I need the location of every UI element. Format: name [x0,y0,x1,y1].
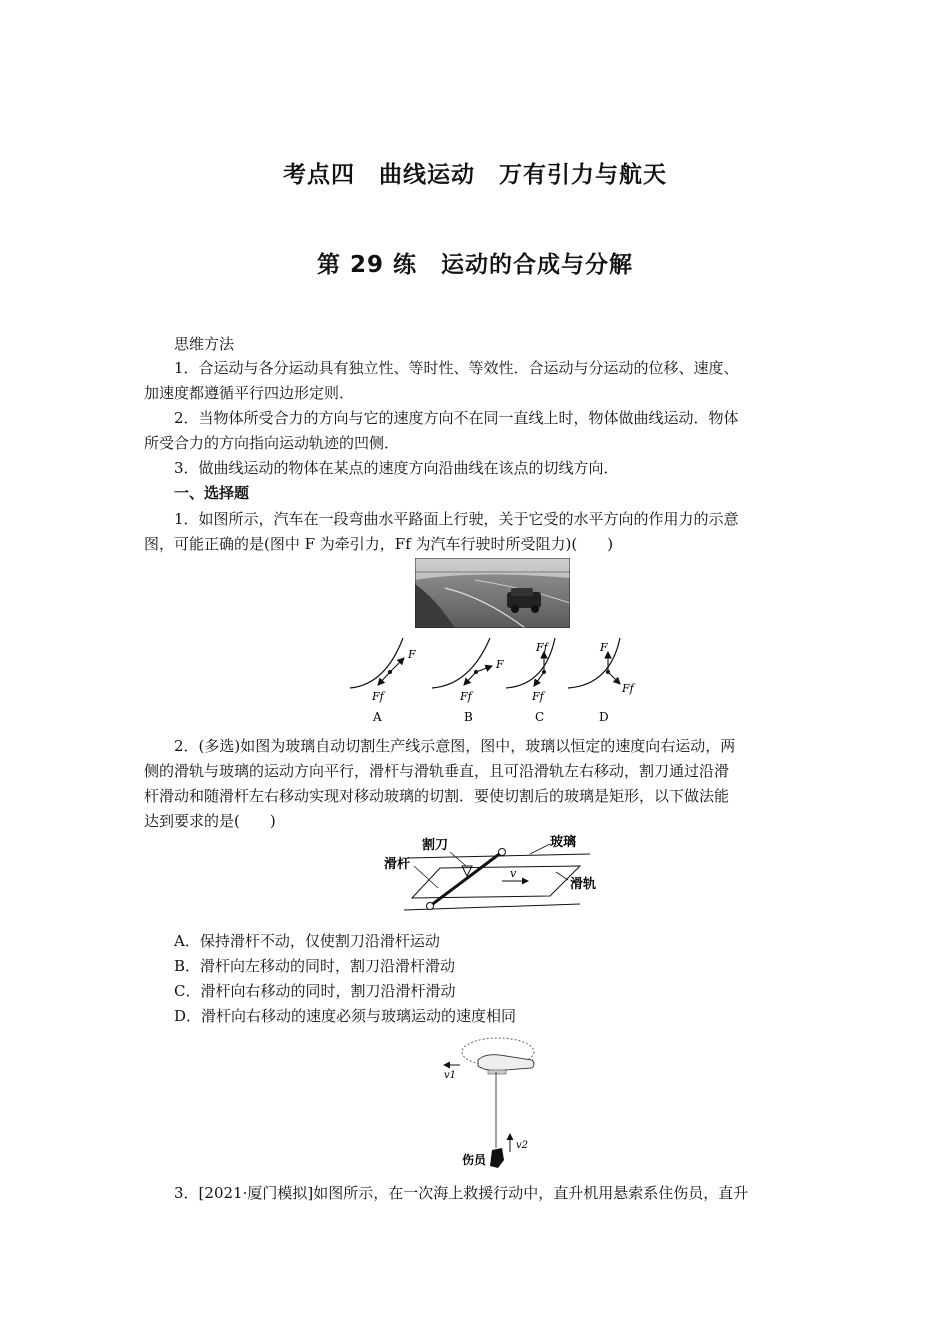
q2-option-c: C．滑杆向右移动的同时，割刀沿滑杆滑动 [174,982,456,1000]
method-1-line-1: 1．合运动与各分运动具有独立性、等时性、等效性．合运动与分运动的位移、速度、 [174,359,739,377]
method-2-line-1: 2．当物体所受合力的方向与它的速度方向不在同一直线上时，物体做曲线运动．物体 [174,409,739,427]
q2-line-4: 达到要求的是( ) [144,812,276,830]
force-label-b: F [496,658,504,671]
q2-line-3: 杆滑动和随滑杆左右移动实现对移动玻璃的切割．要使切割后的玻璃是矩形，以下做法能 [144,787,730,805]
velocity-label: v [510,867,517,880]
rail-label: 滑轨 [570,877,597,892]
force-label-d: F [600,641,608,654]
q1-line-1: 1．如图所示，汽车在一段弯曲水平路面上行驶，关于它受的水平方向的作用力的示意 [174,510,739,528]
option-b-diagram [432,638,504,724]
q2-line-2: 侧的滑轨与玻璃的运动方向平行，滑杆与滑轨垂直，且可沿滑轨左右移动，割刀通过沿滑 [144,762,730,780]
friction-label-b: Ff [460,690,472,703]
q1-line-2: 图，可能正确的是(图中 F 为牵引力，Ff 为汽车行驶时所受阻力)( ) [144,535,614,553]
option-a-diagram [350,638,416,724]
force-label-c: Ff [536,641,548,654]
cutter-label: 割刀 [422,838,449,853]
q2-option-a: A．保持滑杆不动，仅使割刀沿滑杆运动 [174,932,440,950]
option-c-label: C [535,710,545,724]
method-1-line-2: 加速度都遵循平行四边形定则． [144,384,355,402]
injured-label: 伤员 [462,1153,487,1167]
v2-label: v2 [516,1140,529,1151]
friction-label-c: Ff [532,690,544,703]
v1-label: v1 [444,1070,457,1081]
lesson-title: 第 29 练 运动的合成与分解 [316,252,634,278]
q2-option-b: B．滑杆向左移动的同时，割刀沿滑杆滑动 [174,957,456,975]
method-2-line-2: 所受合力的方向指向运动轨迹的凹侧． [144,434,400,452]
q1-force-diagrams [340,630,640,728]
q2-option-d: D．滑杆向右移动的速度必须与玻璃运动的速度相同 [174,1007,517,1025]
glass-label: 玻璃 [550,835,577,850]
option-d-label: D [599,710,609,724]
unit-title: 考点四 曲线运动 万有引力与航天 [283,162,667,188]
force-label-a: F [408,648,416,661]
option-b-label: B [464,710,473,724]
option-a-label: A [373,710,382,724]
rod-label: 滑杆 [384,857,411,872]
helicopter-rescue-diagram [436,1030,556,1176]
methods-heading: 思维方法 [174,335,235,353]
option-d-diagram [568,638,636,724]
q2-line-1: 2．(多选)如图为玻璃自动切割生产线示意图，图中，玻璃以恒定的速度向右运动，两 [174,737,736,755]
section-heading: 一、选择题 [174,484,250,502]
car-road-photo [415,558,570,628]
option-c-diagram [506,638,555,724]
glass-cutting-diagram [380,832,610,916]
friction-label-d: Ff [622,682,634,695]
friction-label-a: Ff [372,690,384,703]
q3-line-1: 3．[2021·厦门模拟]如图所示，在一次海上救援行动中，直升机用悬索系住伤员，直升 [174,1184,749,1202]
method-3: 3．做曲线运动的物体在某点的速度方向沿曲线在该点的切线方向． [174,459,619,477]
